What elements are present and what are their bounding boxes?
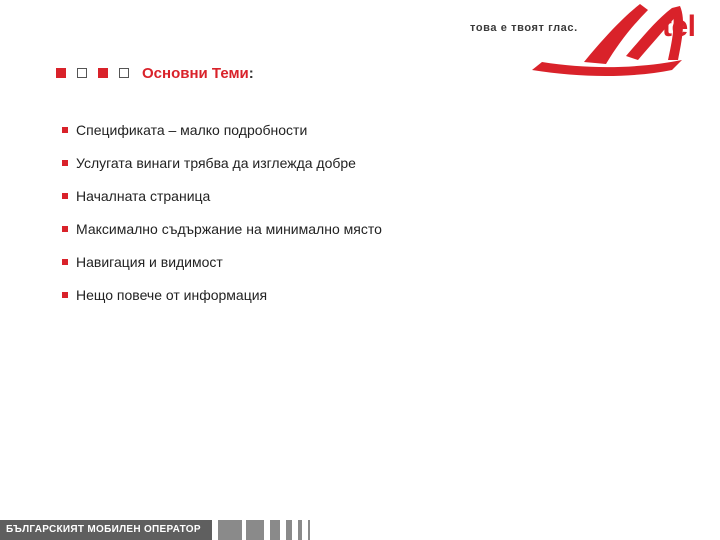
- footer-stripe: [246, 520, 264, 540]
- list-item-text: Услугата винаги трябва да изглежда добре: [76, 155, 356, 171]
- list-item: [62, 119, 382, 141]
- brand-name: tel: [662, 10, 696, 43]
- section-title: [142, 65, 254, 82]
- square-filled-icon: [56, 68, 66, 78]
- bullet-square-icon: [62, 259, 68, 265]
- bullet-square-icon: [62, 193, 68, 199]
- list-item: [62, 284, 382, 306]
- footer-stripe: [308, 520, 310, 540]
- footer-stripe: [286, 520, 292, 540]
- bullet-square-icon: [62, 160, 68, 166]
- topic-list: [62, 119, 382, 317]
- section-title-colon: :: [248, 64, 254, 82]
- footer-tagline: БЪЛГАРСКИЯТ МОБИЛЕН ОПЕРАТОР: [6, 524, 201, 535]
- bullet-square-icon: [62, 292, 68, 298]
- section-header: [56, 64, 254, 82]
- list-item-text: Началната страница: [76, 188, 211, 204]
- square-filled-icon: [98, 68, 108, 78]
- slogan: това е твоят глас.: [470, 22, 578, 34]
- footer-stripe: [298, 520, 302, 540]
- list-item: [62, 218, 382, 240]
- list-item-text: Максимално съдържание на минимално място: [76, 221, 382, 237]
- list-item: [62, 185, 382, 207]
- list-item: [62, 251, 382, 273]
- list-item-text: Спецификата – малко подробности: [76, 122, 308, 138]
- bullet-square-icon: [62, 226, 68, 232]
- list-item-text: Нещо повече от информация: [76, 287, 268, 303]
- footer-stripe: [218, 520, 242, 540]
- footer-stripe: [270, 520, 280, 540]
- list-item: [62, 152, 382, 174]
- square-hollow-icon: [119, 68, 129, 78]
- section-title-label: Основни Теми: [142, 64, 249, 82]
- bullet-square-icon: [62, 127, 68, 133]
- list-item-text: Навигация и видимост: [76, 254, 223, 270]
- footer-bar: [0, 520, 720, 540]
- footer-band: [0, 520, 212, 540]
- square-hollow-icon: [77, 68, 87, 78]
